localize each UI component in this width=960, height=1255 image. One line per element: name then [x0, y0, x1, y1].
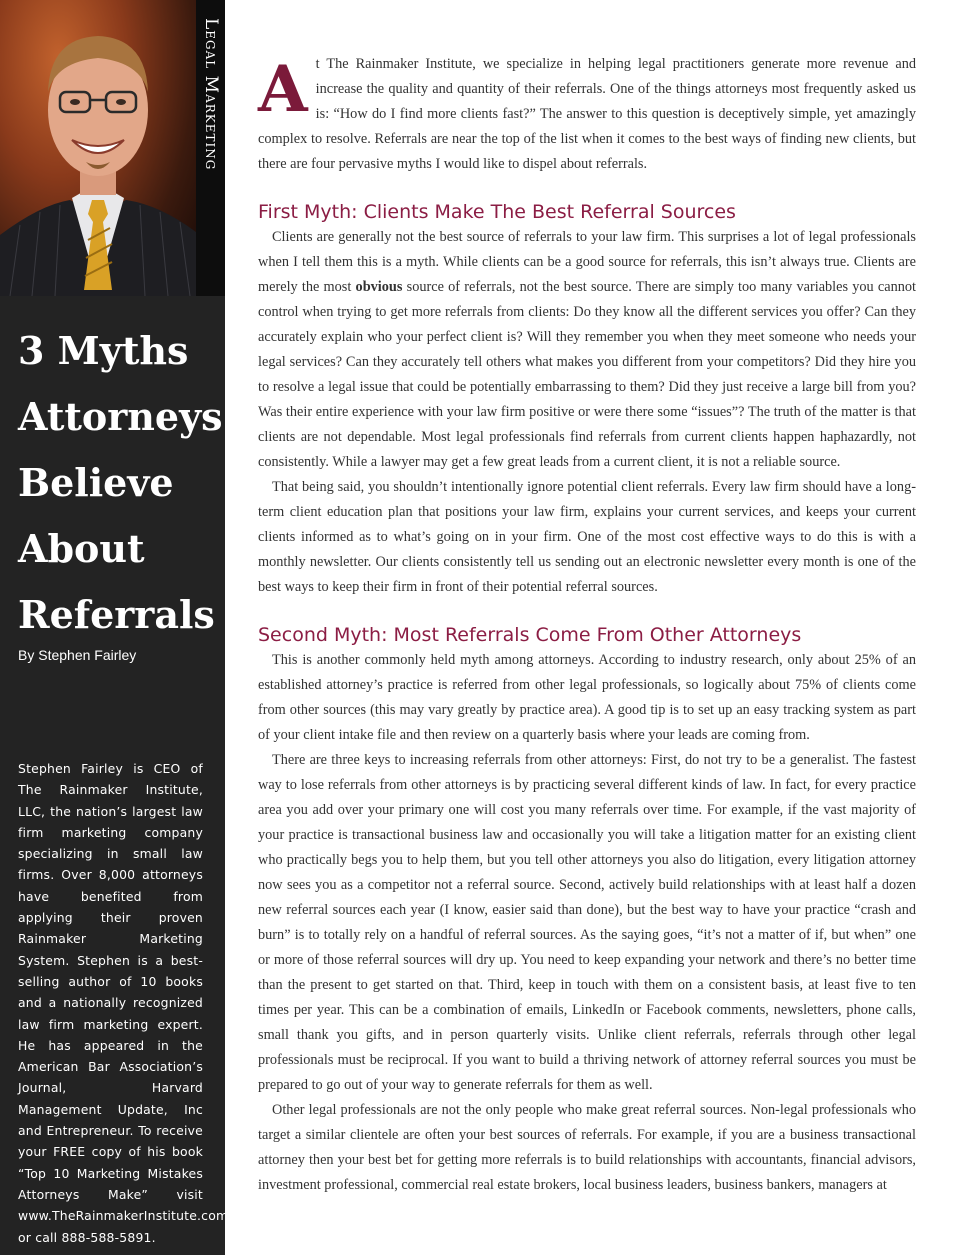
- title-line: About: [18, 526, 145, 571]
- drop-cap: A: [258, 52, 308, 127]
- intro-text: t The Rainmaker Institute, we specialize in helping legal practitioners generate more revenue and increase the quality and quantity of their referrals. One of the things attorneys most frequently asked us is: “How do I find more clients fast?” The answer to this question is deceptively simple, yet amazingly complex to resolve. Referrals are near the top of the list when it comes to the best ways of finding new clients, but there are four pervasive myths I would like to dispel about referrals.: [258, 56, 916, 172]
- text-run: Clients are generally not the best source of referrals to your law firm. This surprises a lot of legal professionals when I tell them this is a myth. While clients can be a good source for referrals, this isn’t always true. Clients are merely the most: [258, 229, 916, 295]
- author-bio: Stephen Fairley is CEO of The Rainmaker Institute, LLC, the nation’s largest law firm marketing company specializing in small law firms. Over 8,000 attorneys have benefited from applying their proven Rainmaker Marketing System. Stephen is a best-selling author of 10 books and a nationally recognized law firm marketing expert. He has appeared in the American Bar Association’s Journal, Harvard Management Update, Inc and Entrepreneur. To receive your FREE copy of his book “Top 10 Marketing Mistakes Attorneys Make” visit www.TheRainmakerInstitute.com or call 888-588-5891.: [18, 761, 229, 1245]
- paragraph: Other legal professionals are not the only people who make great referral sources. Non-legal professionals who target a similar clientele are often your best sources of referrals. For example, if you are a business transactional attorney then your best bet for getting more referrals is to build relationships with accountants, financial advisors, investment professional, commercial real estate brokers, local business leaders, business bankers, managers at: [258, 1102, 916, 1193]
- title-line: 3 Myths: [18, 328, 189, 373]
- bold-text: obvious: [355, 279, 403, 295]
- section-label-vertical: Legal Marketing: [201, 18, 221, 171]
- author-byline: By Stephen Fairley: [18, 647, 137, 663]
- heading-second-myth: Second Myth: Most Referrals Come From Other Attorneys: [258, 624, 802, 646]
- title-line: Referrals: [18, 592, 215, 637]
- title-line: Believe: [18, 460, 174, 505]
- text-run: source of referrals, not the best source. There are simply too many variables you cannot control when trying to get more referrals from clients: Do they know all the different services you offer? Can they accurately explain who your perfect client is? Will they remember you when they meet someone who needs your legal services? Can they accurately tell others what makes you different from your competitors? Did they hire you to resolve a legal issue that could be potentially embarrassing to them? Did they just receive a large bill from you? Was their entire experience with your law firm positive or were there some “issues”? The truth of the matter is that clients are not dependable. Most legal professionals find referrals from current clients happen haphazardly, not consistently. While a lawyer may get a few great leads from a current client, it is not a reliable source.: [258, 279, 917, 470]
- title-line: Attorneys: [18, 394, 223, 439]
- article-body: [258, 52, 916, 1198]
- sidebar: [0, 0, 229, 1255]
- paragraph: This is another commonly held myth among attorneys. According to industry research, only about 25% of an established attorney’s practice is referred from other legal professionals, so logically about 75% of clients come from other sources (this may vary greatly by practice area). A good tip is to set up an easy tracking system as part of your client intake file and then review on a quarterly basis where your leads are coming from.: [258, 652, 916, 743]
- paragraph: That being said, you shouldn’t intentionally ignore potential client referrals. Every law firm should have a long-term client education plan that positions your law firm, explains your current services, and keeps your current clients informed as to what’s going on in your firm. One of the most cost effective ways to do this is with a monthly newsletter. Our clients consistently tell us sending out an electronic newsletter every month is one of the best ways to keep their firm in front of their potential referral sources.: [258, 479, 916, 595]
- intro-paragraph: [258, 52, 916, 177]
- heading-first-myth: First Myth: Clients Make The Best Referral Sources: [258, 201, 736, 223]
- author-portrait-illustration: [0, 0, 196, 296]
- article-title: [18, 318, 223, 648]
- author-photo: [0, 0, 196, 296]
- paragraph: There are three keys to increasing referrals from other attorneys: First, do not try to be a generalist. The fastest way to lose referrals from other attorneys is by practicing several different kinds of law. In fact, for every practice area you add over your primary one will cost you many referrals over time. For example, if the vast majority of your practice is transactional business law and occasionally you will take a litigation matter for an existing client who practically begs you to help them, but you tell other attorneys you also do litigation, every litigation attorney now sees you as a competitor not a referral source. Second, actively build relationships with at least half a dozen new referral sources each year (I know, easier said than done), but the best way to have your practice “crash and burn” is to totally rely on a handful of referral sources. As the saying goes, “it’s not a matter of if, but when” one or more of those referral sources will dry up. You need to keep expanding your network and there’s no better time than the present to get started on that. Third, keep in touch with them on a consistent basis, at least five to ten times per year. This can be a combination of emails, LinkedIn or Facebook comments, newsletters, phone calls, small thank you gifts, and in person quarterly visits. Unlike client referrals, referrals through other legal professionals must be reciprocal. If you want to build a thriving network of attorney referral sources you must be prepared to go out of your way to generate referrals for them as well.: [258, 752, 916, 1093]
- paragraph: [258, 225, 916, 475]
